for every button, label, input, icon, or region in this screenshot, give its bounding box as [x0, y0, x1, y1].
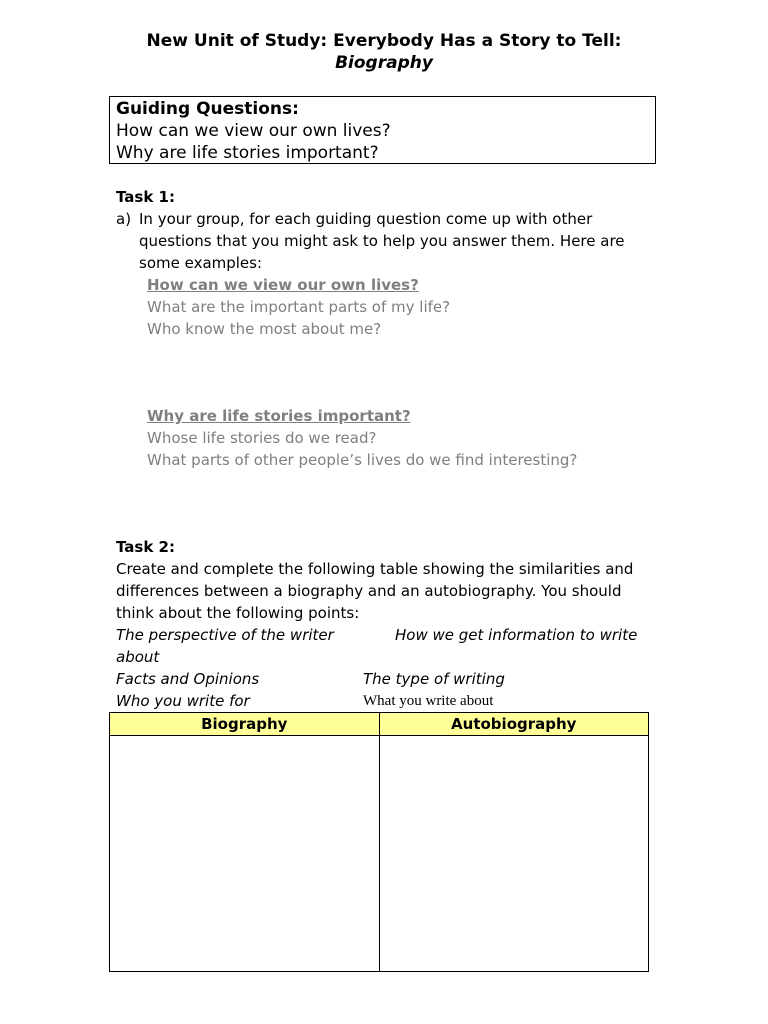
point-who-for: Who you write for — [116, 692, 250, 710]
task1-line-3: some examples: — [139, 254, 263, 272]
table-row — [110, 736, 649, 972]
example1-heading: How can we view our own lives? — [147, 276, 419, 294]
point-facts: Facts and Opinions — [116, 670, 260, 688]
point-perspective: The perspective of the writer — [116, 626, 334, 644]
task2-line-2: differences between a biography and an autobiography. You should — [116, 582, 622, 600]
point-what-about: What you write about — [363, 693, 494, 709]
guiding-questions-box — [109, 96, 656, 164]
table-header-row — [110, 713, 649, 736]
example1-item-1: What are the important parts of my life? — [147, 298, 451, 316]
task2-heading: Task 2: — [116, 538, 175, 556]
table-header-autobiography: Autobiography — [379, 713, 649, 736]
page-title: New Unit of Study: Everybody Has a Story to Tell: — [146, 31, 622, 51]
guiding-questions-heading: Guiding Questions: — [116, 99, 299, 119]
task1-line-1: In your group, for each guiding question come up with other — [139, 210, 593, 228]
page-subtitle: Biography — [335, 53, 433, 73]
example2-heading: Why are life stories important? — [147, 407, 411, 425]
example1-item-2: Who know the most about me? — [147, 320, 382, 338]
point-about: about — [116, 648, 160, 666]
guiding-question-2: Why are life stories important? — [116, 143, 379, 163]
task1-line-2: questions that you might ask to help you answer them. Here are — [139, 232, 625, 250]
task2-line-1: Create and complete the following table showing the similarities and — [116, 560, 634, 578]
table-header-biography: Biography — [110, 713, 380, 736]
example2-item-2: What parts of other people’s lives do we find interesting? — [147, 451, 578, 469]
autobiography-cell[interactable] — [379, 736, 649, 972]
comparison-table — [109, 712, 649, 972]
example2-item-1: Whose life stories do we read? — [147, 429, 377, 447]
biography-cell[interactable] — [110, 736, 380, 972]
task1-marker: a) — [116, 210, 132, 228]
point-how-info: How we get information to write — [395, 626, 638, 644]
guiding-question-1: How can we view our own lives? — [116, 121, 391, 141]
task1-heading: Task 1: — [116, 188, 175, 206]
point-type: The type of writing — [363, 670, 505, 688]
task2-line-3: think about the following points: — [116, 604, 360, 622]
